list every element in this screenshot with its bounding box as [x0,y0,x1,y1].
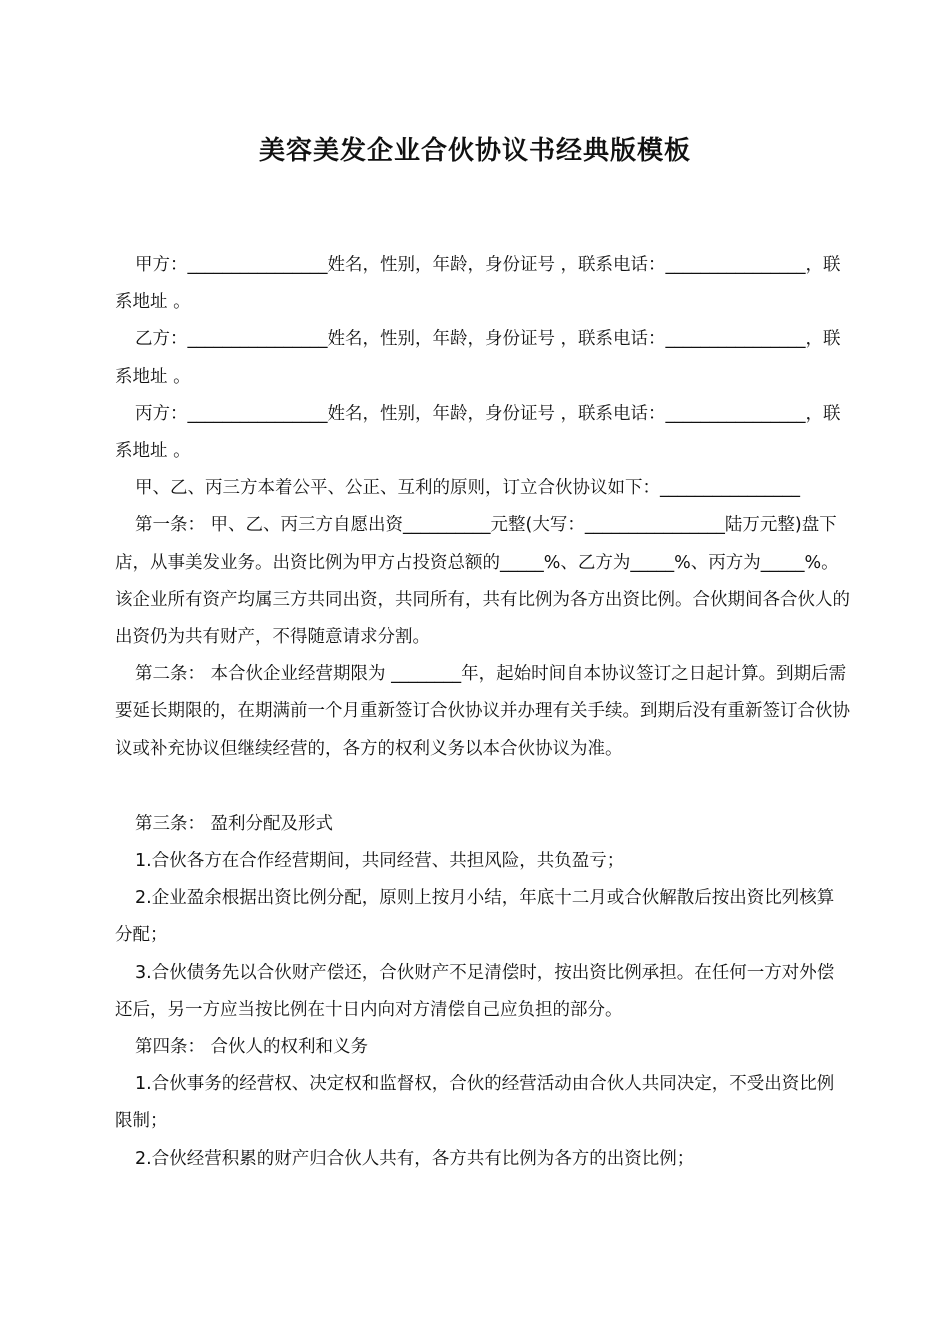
party-a-paragraph: 甲方：________________姓名，性别，年龄，身份证号 ，联系电话：________________，联系地址 。 [115,255,841,313]
paragraph-spacer [115,768,850,806]
article-4-heading: 第四条： 合伙人的权利和义务 [135,1037,369,1058]
article-4-item-2: 2.合伙经营积累的财产归合伙人共有，各方共有比例为各方的出资比例； [135,1148,695,1169]
article-3-item-1: 1.合伙各方在合作经营期间，共同经营、共担风险，共负盈亏； [135,851,625,872]
article-1-paragraph: 第一条： 甲、乙、丙三方自愿出资__________元整(大写：________________陆万元整)盘下 店，从事美发业务。出资比例为甲方占投资总额的_____%、乙方为_____%、丙方为_____%。该企业所有资产均属三方共同出资，共同所有，共有比例为各方出资比例。合伙期间各合伙人的出资仍为共有财产，不得随意请求分割。 [115,515,850,648]
document-body [115,247,850,1178]
article-3-item-2: 2.企业盈余根据出资比例分配，原则上按月小结，年底十二月或合伙解散后按出资比列核算分配； [115,888,835,946]
article-3-heading: 第三条： 盈利分配及形式 [135,813,334,834]
article-3-item-3: 3.合伙债务先以合伙财产偿还，合伙财产不足清偿时，按出资比例承担。在任何一方对外偿还后，另一方应当按比例在十日内向对方清偿自己应负担的部分。 [115,962,835,1020]
agreement-intro-paragraph: 甲、乙、丙三方本着公平、公正、互利的原则，订立合伙协议如下：________________ [135,478,800,499]
document-title: 美容美发企业合伙协议书经典版模板 [258,136,691,166]
party-c-paragraph: 丙方：________________姓名，性别，年龄，身份证号 ，联系电话：________________，联系地址 。 [115,403,841,462]
article-4-item-1: 1.合伙事务的经营权、决定权和监督权，合伙的经营活动由合伙人共同决定，不受出资比例限制； [115,1074,835,1132]
article-2-paragraph: 第二条： 本合伙企业经营期限为 ________年，起始时间自本协议签订之日起计算。到期后需要延长期限的，在期满前一个月重新签订合伙协议并办理有关手续。到期后没有重新签订合伙协议或补充协议但继续经营的，各方的权利义务以本合伙协议为准。 [115,664,850,759]
party-b-paragraph: 乙方：________________姓名，性别，年龄，身份证号 ，联系电话：________________，联系地址 。 [115,329,841,387]
